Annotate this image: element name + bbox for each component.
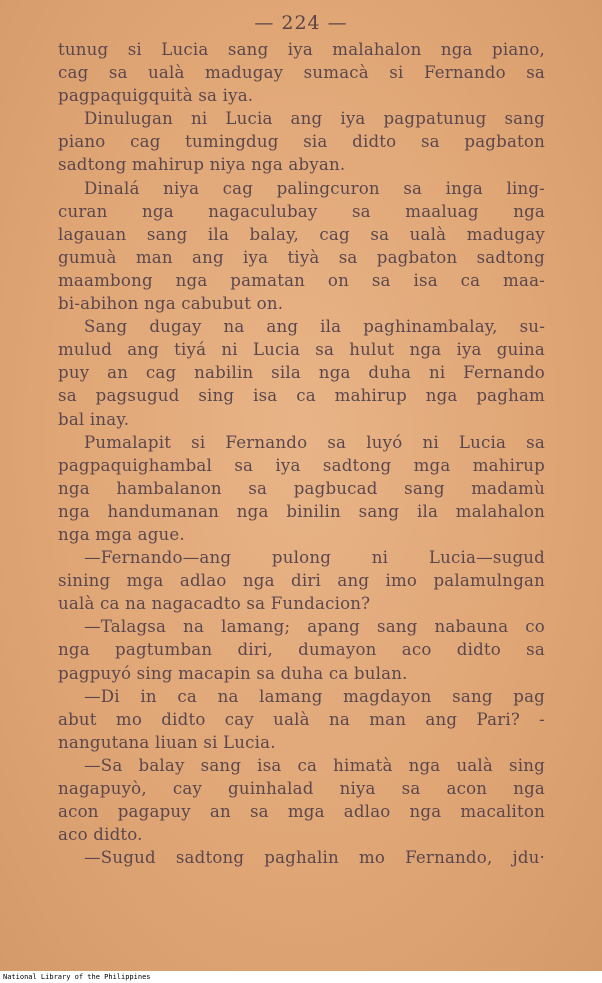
text-line: —Talagsa na lamang; apang sang nabauna co <box>84 617 545 637</box>
text-line: piano cag tumingdug sia didto sa pagbaton <box>58 132 545 152</box>
text-line: tunug si Lucia sang iya malahalon nga piano, <box>58 40 545 59</box>
text-line: Dinulugan ni Lucia ang iya pagpatunug sang <box>84 109 545 129</box>
text-line: sadtong mahirup niya nga abyan. <box>58 155 346 175</box>
text-line: puy an cag nabilin sila nga duha ni Fernando <box>58 363 545 383</box>
body-text <box>58 38 545 869</box>
text-line: nga pagtumban diri, dumayon aco didto sa <box>58 640 545 660</box>
text-line: bi-abihon nga cabubut on. <box>58 294 284 314</box>
text-line: bal inay. <box>58 409 130 429</box>
text-line: pagpaquighambal sa iya sadtong mga mahirup <box>58 455 545 475</box>
text-line: nangutana liuan si Lucia. <box>58 732 276 752</box>
text-line: Dinalá niya cag palingcuron sa inga ling- <box>84 178 545 198</box>
text-line: ualà ca na nagacadto sa Fundacion? <box>58 594 371 614</box>
text-line: nga handumanan nga binilin sang ila malahalon <box>58 501 545 521</box>
library-credit: National Library of the Philippines <box>3 973 151 981</box>
text-line: pagpuyó sing macapin sa duha ca bulan. <box>58 663 408 683</box>
text-line: —Di in ca na lamang magdayon sang pag <box>84 686 545 706</box>
text-line: nagapuyò, cay guinhalad niya sa acon nga <box>58 779 545 798</box>
text-line: aco didto. <box>58 825 143 845</box>
text-line: cag sa ualà madugay sumacà si Fernando sa <box>58 63 545 83</box>
text-line: Pumalapit si Fernando sa luyó ni Lucia sa <box>84 432 545 452</box>
text-line: sa pagsugud sing isa ca mahirup nga pagham <box>58 386 545 406</box>
text-line: acon pagapuy an sa mga adlao nga macaliton <box>58 802 545 822</box>
text-line: maambong nga pamatan on sa isa ca maa- <box>58 270 545 290</box>
text-line: —Fernando—ang pulong ni Lucia—sugud <box>84 548 545 568</box>
text-line: pagpaquigquità sa iya. <box>58 86 254 106</box>
page-number: — 224 — <box>254 12 348 34</box>
text-line: abut mo didto cay ualà na man ang Pari? - <box>58 709 545 729</box>
text-line: Sang dugay na ang ila paghinambalay, su- <box>84 317 545 337</box>
text-line: lagauan sang ila balay, cag sa ualà madugay <box>58 224 545 244</box>
text-line: curan nga nagaculubay sa maaluag nga <box>58 201 545 221</box>
text-line: sining mga adlao nga diri ang imo palamulngan <box>58 571 545 591</box>
text-line: nga hambalanon sa pagbucad sang madamù <box>58 478 545 498</box>
text-line: mulud ang tiyá ni Lucia sa hulut nga iya guina <box>58 340 545 360</box>
text-line: —Sa balay sang isa ca himatà nga ualà sing <box>84 755 545 775</box>
text-line: gumuà man ang iya tiyà sa pagbaton sadtong <box>58 247 545 267</box>
text-line: nga mga ague. <box>58 524 185 544</box>
text-line: —Sugud sadtong paghalin mo Fernando, jdu· <box>84 848 545 868</box>
